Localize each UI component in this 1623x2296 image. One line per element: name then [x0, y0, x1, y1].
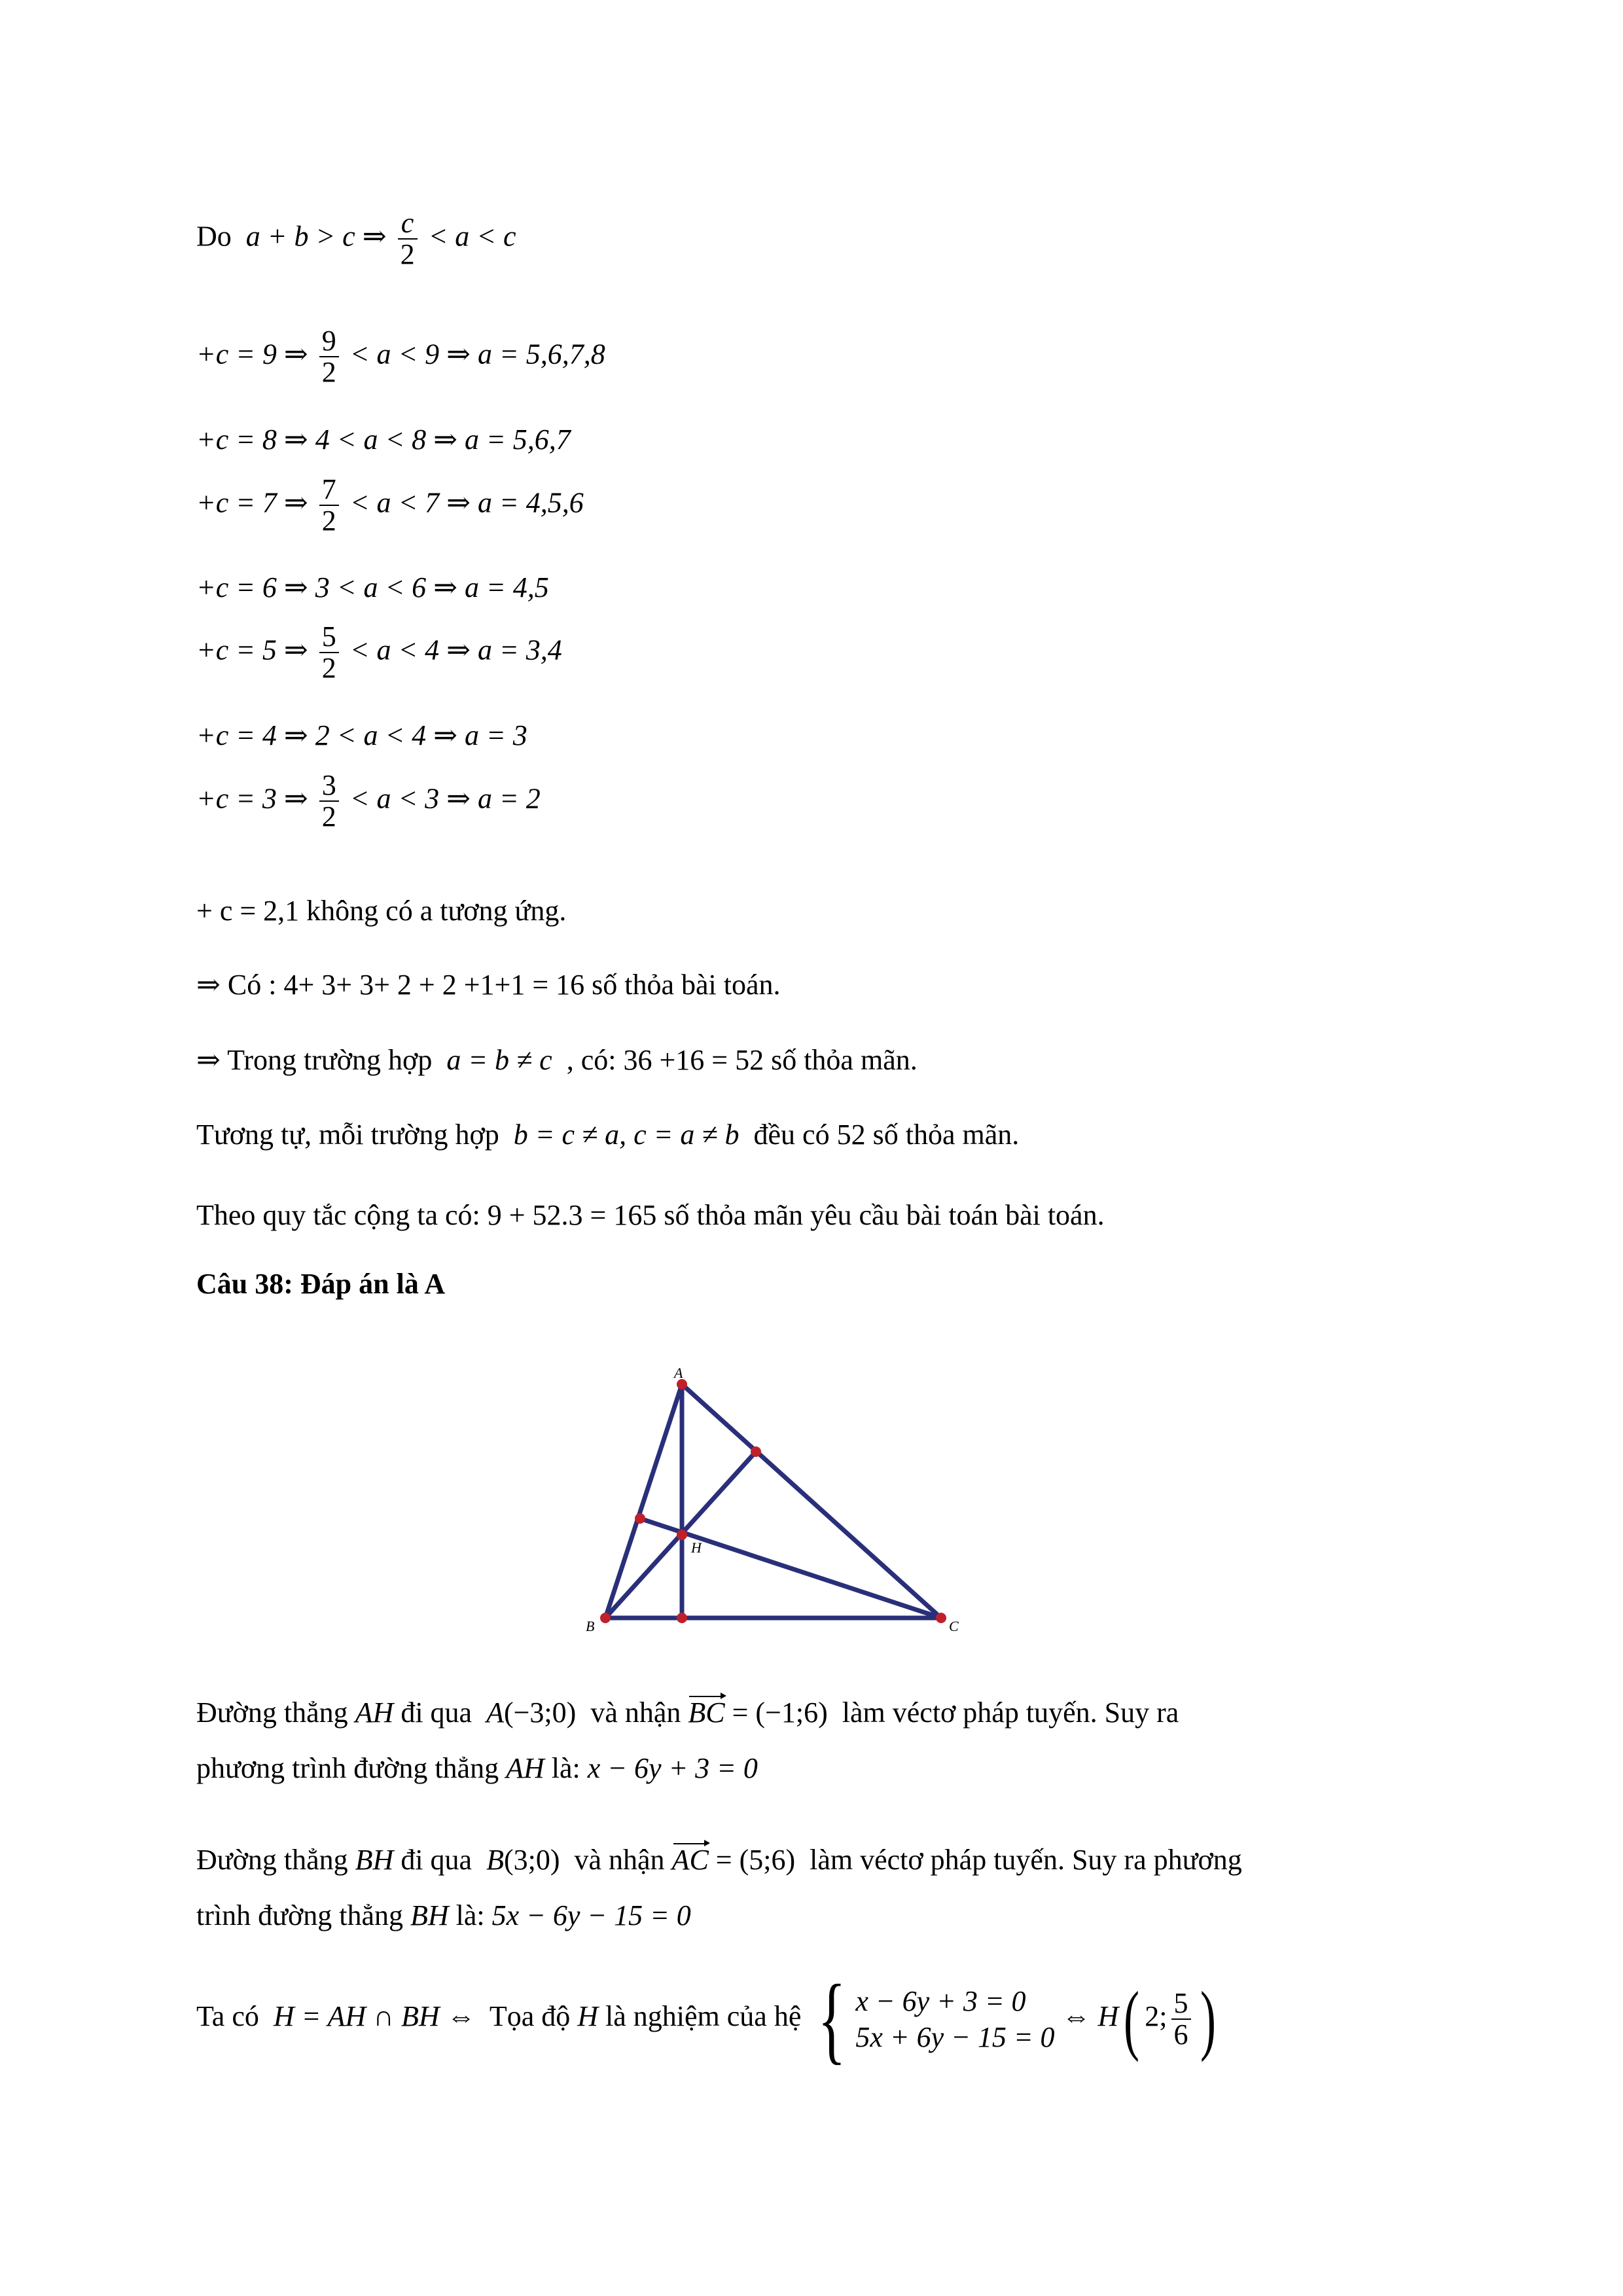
do-expr: a + b > c ⇒ — [245, 220, 387, 253]
vector-bc: BC — [688, 1696, 725, 1729]
label-c: C — [949, 1618, 959, 1634]
label-a: A — [674, 1365, 683, 1381]
case-c4: +c = 4 ⇒ 2 < a < 4 ⇒ a = 3 — [196, 719, 527, 751]
para-bh-line2: trình đường thẳng BH là: 5x − 6y − 15 = 0 — [196, 1899, 691, 1931]
line-theo: Theo quy tắc cộng ta có: 9 + 52.3 = 165 số thỏa mãn yêu cầu bài toán bài toán. — [196, 1199, 1105, 1231]
case-c7: +c = 7 ⇒ $\frac{7}{2}$ < a < 7 ⇒ a = 4,5,6 — [196, 473, 584, 537]
line-count: ⇒ Có : 4+ 3+ 3+ 2 + 2 +1+1 = 16 số thỏa bài toán. — [196, 969, 781, 1001]
foot-c — [635, 1513, 645, 1524]
system-brace: { — [817, 1964, 846, 2073]
label-h: H — [691, 1539, 702, 1556]
side-ab — [605, 1384, 682, 1618]
para-ah-line2: phương trình đường thẳng AH là: x − 6y + 3 = 0 — [196, 1752, 758, 1784]
case-c8: +c = 8 ⇒ 4 < a < 8 ⇒ a = 5,6,7 — [196, 423, 571, 456]
case-c9: +c = 9 ⇒ $\frac{9}{2}$ < a < 9 ⇒ a = 5,6,7,8 — [196, 325, 605, 389]
point-c — [936, 1613, 946, 1623]
foot-b — [751, 1446, 761, 1457]
point-h — [677, 1530, 687, 1540]
triangle-lines — [605, 1384, 941, 1618]
foot-a — [677, 1613, 687, 1623]
para-h: Ta có H = AH ∩ BH ⇔ Tọa độ H là nghiệm của hệ { x − 6y + 3 = 0 5x + 6y − 15 = 0 ⇔ H( 2; $\frac{5}{6}$ ) — [196, 1964, 1216, 2073]
do-fraction: $\frac{c}{2}$ — [398, 208, 418, 270]
answer-fraction: $\frac{5}{6}$ — [1171, 1988, 1191, 2050]
para-bh-line1: Đường thẳng BH đi qua B(3;0) và nhận AC = (5;6) làm véctơ pháp tuyến. Suy ra phương — [196, 1844, 1242, 1876]
point-b — [600, 1613, 611, 1623]
para-ah-line1: Đường thẳng AH đi qua A(−3;0) và nhận BC = (−1;6) làm véctơ pháp tuyến. Suy ra — [196, 1696, 1179, 1729]
triangle-points — [600, 1379, 946, 1623]
case-c3: +c = 3 ⇒ $\frac{3}{2}$ < a < 3 ⇒ a = 2 — [196, 769, 541, 833]
heading-cau-38: Câu 38: Đáp án là A — [196, 1268, 446, 1300]
line-c21: + c = 2,1 không có a tương ứng. — [196, 895, 567, 927]
line-truonghop: ⇒ Trong trường hợp a = b ≠ c , có: 36 +16 = 52 số thỏa mãn. — [196, 1044, 918, 1076]
case-c6: +c = 6 ⇒ 3 < a < 6 ⇒ a = 4,5 — [196, 571, 549, 603]
line-tuongtu: Tương tự, mỗi trường hợp b = c ≠ a, c = a ≠ b đều có 52 số thỏa mãn. — [196, 1119, 1020, 1151]
system-of-equations: x − 6y + 3 = 0 5x + 6y − 15 = 0 — [855, 1985, 1055, 2053]
side-ac — [682, 1384, 941, 1618]
vector-ac: AC — [671, 1844, 709, 1876]
case-c5: +c = 5 ⇒ $\frac{5}{2}$ < a < 4 ⇒ a = 3,4 — [196, 620, 562, 685]
do-rest: < a < c — [428, 220, 516, 253]
do-word: Do — [196, 220, 232, 253]
label-b: B — [586, 1618, 595, 1634]
